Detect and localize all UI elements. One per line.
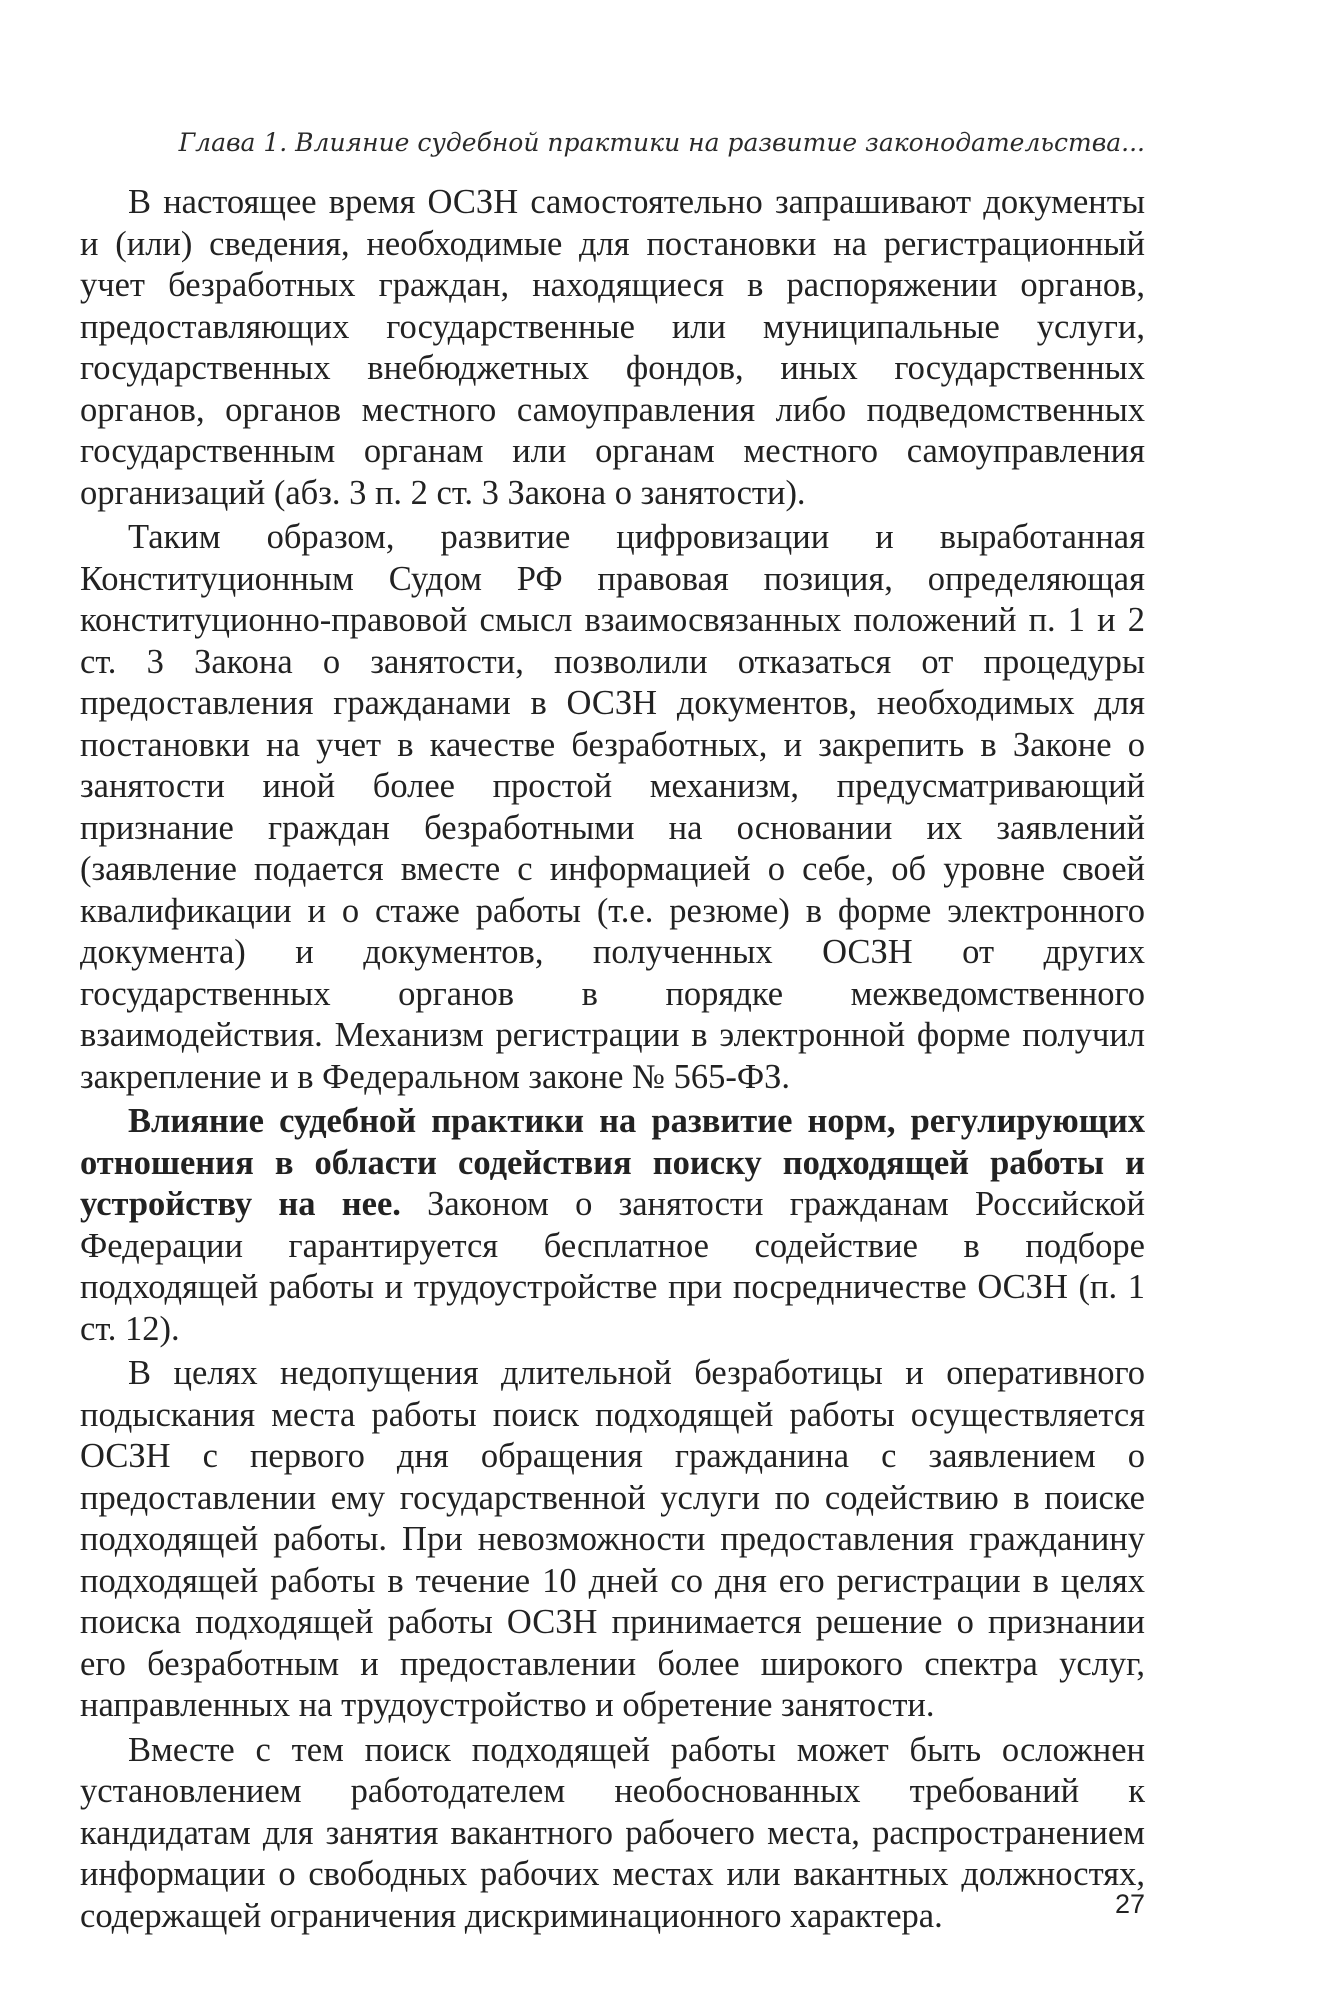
body-text bbox=[80, 182, 1145, 1940]
paragraph-3-text: Законом о занятости гражданам Российской Федерации гарантируется бесплатное содействие в подборе подходящей работы и трудоустройстве при посредничестве ОСЗН (п. 1 ст. 12). bbox=[80, 1185, 1145, 1348]
paragraph-5: Вместе с тем поиск подходящей работы может быть осложнен установлением работодателем необоснованных требований к кандидатам для занятия вакантного рабочего места, распространением информации о свободных рабочих местах или вакантных должностях, содержащей ограничения дискриминационного характера. bbox=[80, 1730, 1145, 1935]
paragraph-4: В целях недопущения длительной безработицы и оперативного подыскания места работы поиск подходящей работы осуществляется ОСЗН с первого дня обращения гражданина с заявлением о предоставлении ему государственной услуги по содействию в поиске подходящей работы. При невозможности предоставления гражданину подходящей работы в течение 10 дней со дня его регистрации в целях поиска подходящей работы ОСЗН принимается решение о признании его безработным и предоставлении более широкого спектра услуг, направленных на трудоустройство и обретение занятости. bbox=[80, 1354, 1145, 1724]
paragraph-1: В настоящее время ОСЗН самостоятельно запрашивают документы и (или) сведения, необходимые для постановки на регистрационный учет безработных граждан, находящиеся в распоряжении органов, предоставляющих государственные или муниципальные услуги, государственных внебюджетных фондов, иных государственных органов, органов местного самоуправления либо подведомственных государственным органам или органам местного самоуправления организаций (абз. 3 п. 2 ст. 3 Закона о занятости). bbox=[80, 183, 1145, 512]
paragraph-3-bold-heading: Влияние судебной практики на развитие норм, регулирующих отношения в области содействия поиску подходящей работы и устройству на нее. bbox=[80, 1102, 1145, 1223]
paragraph-3 bbox=[80, 1101, 1145, 1350]
running-head: Глава 1. Влияние судебной практики на развитие законодательства... bbox=[178, 128, 1145, 157]
page-number: 27 bbox=[1114, 1889, 1145, 1919]
paragraph-2: Таким образом, развитие цифровизации и выработанная Конституционным Судом РФ правовая позиция, определяющая конституционно-правовой смысл взаимосвязанных положений п. 1 и 2 ст. 3 Закона о занятости, позволили отказаться от процедуры предоставления гражданами в ОСЗН документов, необходимых для постановки на учет в качестве безработных, и закрепить в Законе о занятости иной более простой механизм, предусматривающий признание граждан безработными на основании их заявлений (заявление подается вместе с информацией о себе, об уровне своей квалификации и о стаже работы (т.е. резюме) в форме электронного документа) и документов, полученных ОСЗН от других государственных органов в порядке межведомственного взаимодействия. Механизм регистрации в электронной форме получил закрепление и в Федеральном законе № 565-ФЗ. bbox=[80, 518, 1145, 1096]
